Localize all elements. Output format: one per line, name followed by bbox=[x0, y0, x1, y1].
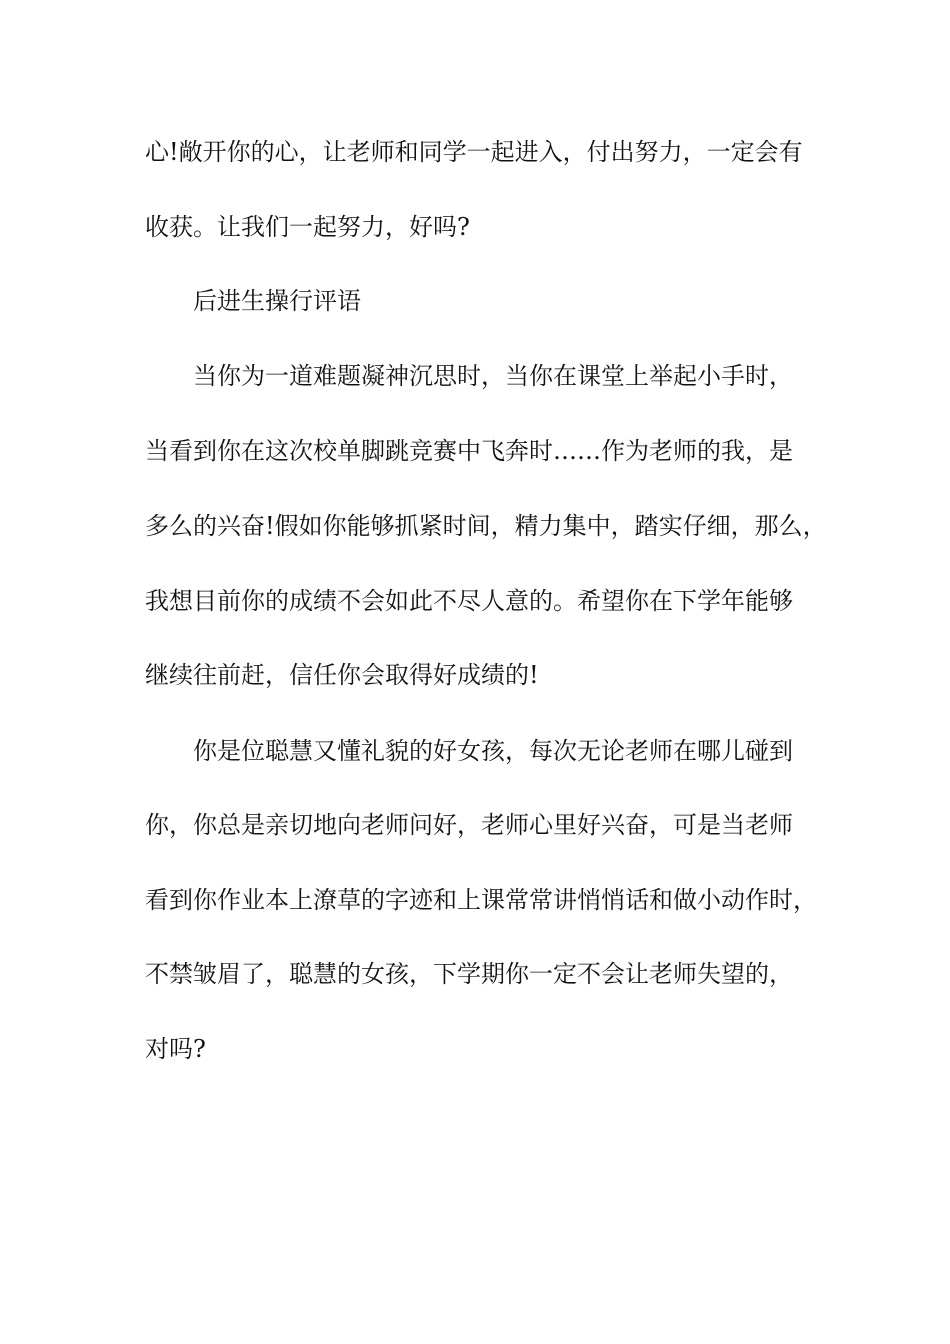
text-line: 看到你作业本上潦草的字迹和上课常常讲悄悄话和做小动作时， bbox=[145, 886, 817, 914]
section-heading: 后进生操行评语 bbox=[193, 287, 361, 315]
text-line: 对吗? bbox=[145, 1035, 206, 1063]
text-line: 我想目前你的成绩不会如此不尽人意的。希望你在下学年能够 bbox=[145, 587, 793, 615]
text-line: 多么的兴奋!假如你能够抓紧时间，精力集中，踏实仔细，那么， bbox=[145, 512, 827, 540]
text-line: 当看到你在这次校单脚跳竞赛中飞奔时……作为老师的我，是 bbox=[145, 437, 793, 465]
text-line: 收获。让我们一起努力，好吗? bbox=[145, 213, 470, 241]
text-line: 你是位聪慧又懂礼貌的好女孩，每次无论老师在哪儿碰到 bbox=[193, 737, 793, 765]
text-line: 继续往前赶，信任你会取得好成绩的! bbox=[145, 661, 539, 689]
text-line: 你，你总是亲切地向老师问好，老师心里好兴奋，可是当老师 bbox=[145, 811, 793, 839]
text-line: 不禁皱眉了，聪慧的女孩，下学期你一定不会让老师失望的， bbox=[145, 960, 793, 988]
text-line: 心!敞开你的心，让老师和同学一起进入，付出努力，一定会有 bbox=[145, 138, 803, 166]
text-line: 当你为一道难题凝神沉思时，当你在课堂上举起小手时， bbox=[193, 362, 793, 390]
